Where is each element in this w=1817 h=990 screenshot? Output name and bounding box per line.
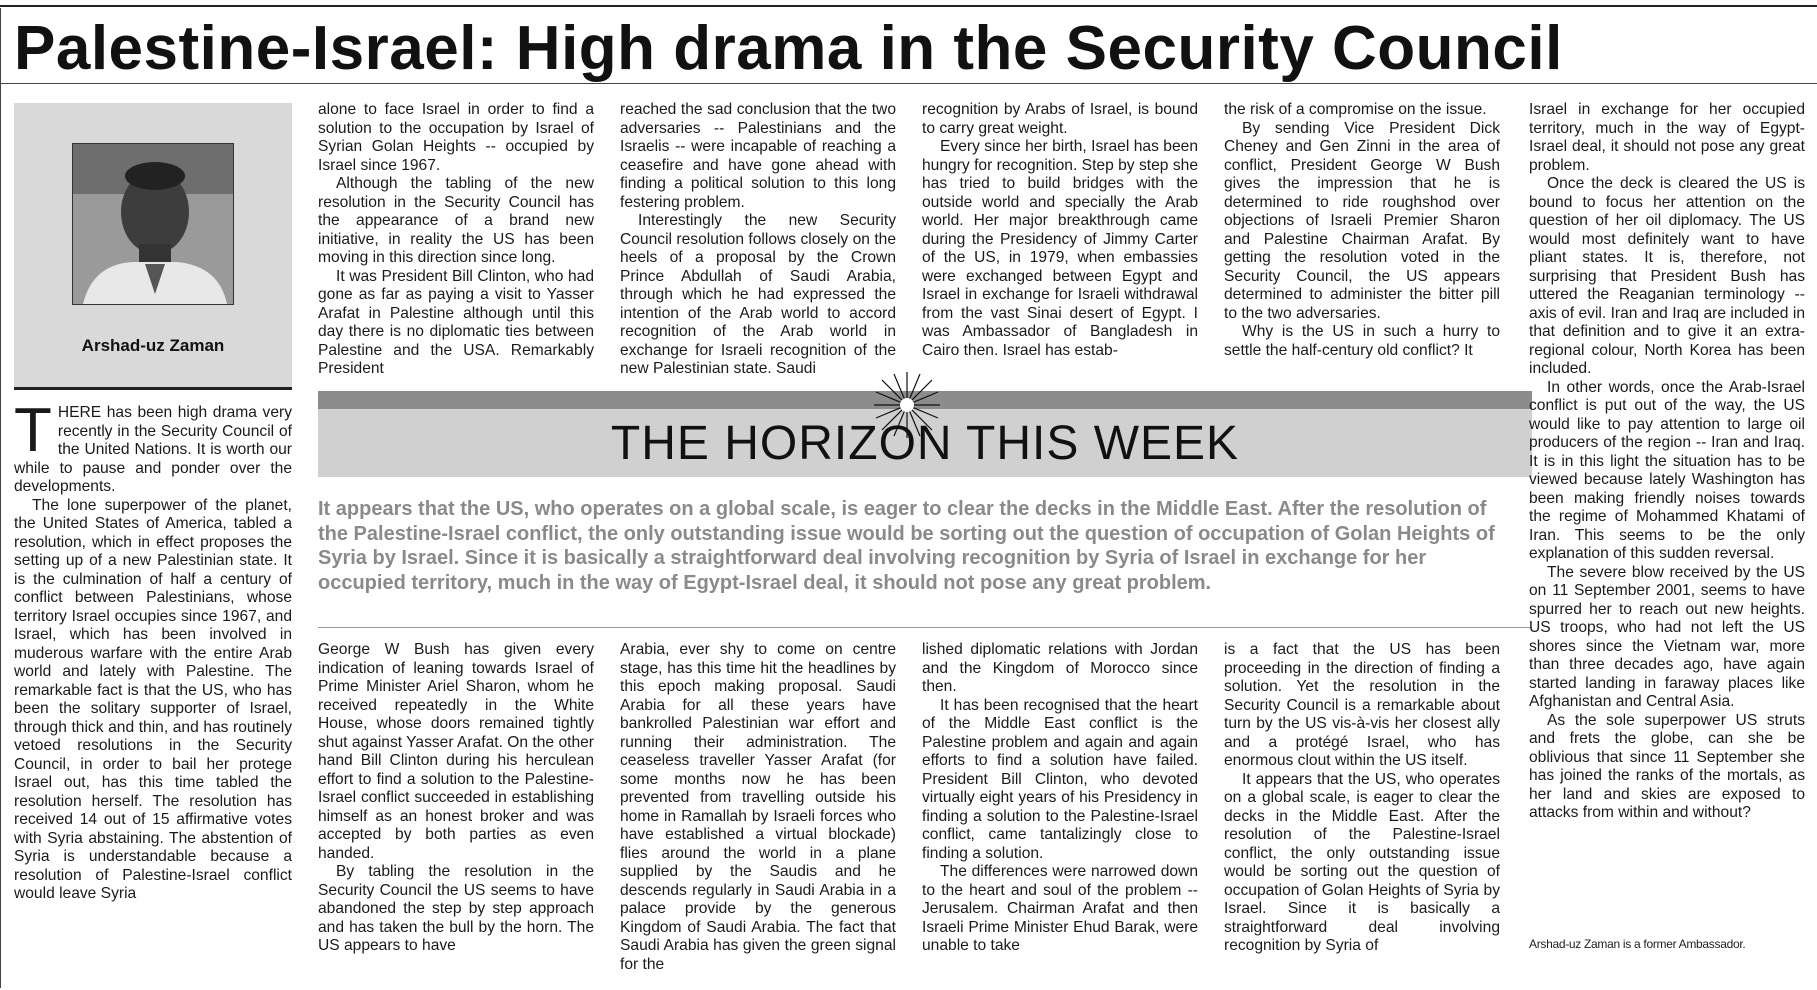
- paragraph: It has been recognised that the heart of the Middle East conflict is the Palestine problem and again and again efforts to find a solution have failed. President Bill Clinton, who devoted virtually eight years of his Presidency in finding a solution to the Palestine-Israel conflict, came tantalizingly close to finding a solution.: [922, 696, 1198, 862]
- column-banner-title: THE HORIZON THIS WEEK: [610, 417, 1240, 470]
- column-4-top: [922, 101, 1198, 383]
- paragraph: Interestingly the new Security Council resolution follows closely on the heels of a proposal by the Crown Prince Abdullah of Saudi Arabia, through which he had expressed the intention of the Arab world to accord recognition of the Arab world in exchange for Israeli recognition of the new Palestinian state. Saudi: [620, 212, 896, 377]
- paragraph: the risk of a compromise on the issue.: [1224, 101, 1487, 118]
- author-name: Arshad-uz Zaman: [81, 336, 225, 355]
- paragraph: It appears that the US, who operates on a global scale, is eager to clear the decks in the Middle East. After the resolution of the Palestine-Israel conflict, the only outstanding issue would be sorting out the question of occupation of Golan Heights of Syria by Israel. Since it is basically a straightforward deal involving recognition by Syria of: [1224, 770, 1500, 954]
- column-6: [1529, 101, 1805, 923]
- paragraph: By sending Vice President Dick Cheney and Gen Zinni in the area of conflict, President George W Bush gives the impression that he is determined to ride roughshod over objections of Israeli Premier Sharon and Palestine Chairman Arafat. By getting the resolution voted in the Security Council, the US appears determined to administer the bitter pill to the two adversaries.: [1224, 119, 1500, 322]
- paragraph: Arabia, ever shy to come on centre stage, has this time hit the headlines by this epoch making proposal. Saudi Arabia for all these years have bankrolled Palestinian war effort and running their administration. The ceaseless traveller Yasser Arafat (for some months now he has been prevented from travelling outside his home in Ramallah by Israeli forces who have established a virtual blockade) flies around the world in a plane supplied by the Saudis and he descends regularly in Saudi Arabia in a palace provide by the generous Kingdom of Saudi Arabia. The fact that Saudi Arabia has given the green signal for the: [620, 641, 896, 973]
- pull-quote: It appears that the US, who operates on a global scale, is eager to clear the decks in the Middle East. After the resolution of the Palestine-Israel conflict, the only outstanding issue would be sorting out the question of occupation of Golan Heights of Syria by Israel. Since it is basically a straightforward deal involving recognition by Syria of Israel in exchange for her occupied territory, much in the way of Egypt-Israel deal, it should not pose any great problem.: [318, 498, 1495, 594]
- pull-quote-rule: [318, 627, 1532, 628]
- author-credit: Arshad-uz Zaman is a former Ambassador.: [1529, 937, 1746, 951]
- column-5-bottom: [1224, 641, 1500, 987]
- paragraph: recognition by Arabs of Israel, is bound to carry great weight.: [922, 101, 1198, 137]
- paragraph: Israel in exchange for her occupied territory, much in the way of Egypt-Israel deal, it should not pose any great problem.: [1529, 101, 1805, 174]
- paragraph: In other words, once the Arab-Israel conflict is put out of the way, the US would like to pay attention to large oil producers of the region -- Iran and Iraq. It is in this light the situation has to be viewed because lately Washington has been making friendly noises towards the regime of Mohammed Khatami of Iran. This seems to be the only explanation of this sudden reversal.: [1529, 378, 1805, 562]
- headline-rule: [0, 83, 1817, 84]
- column-1: [14, 404, 292, 988]
- paragraph: Once the deck is cleared the US is bound to focus her attention on the question of her oil diplomacy. The US would most definitely want to have pliant states. It is, therefore, not surprising that President Bush has uttered the Reaganian terminology -- axis of evil. Iran and Iraq are included in that definition and to give it an extra-regional colour, North Korea has been included.: [1529, 175, 1805, 377]
- paragraph: Every since her birth, Israel has been hungry for recognition. Step by step she has tried to build bridges with the outside world and specially the Arab world. Her major breakthrough came during the Presidency of Jimmy Carter of the US, in 1979, when embassies were exchanged between Egypt and Israel in exchange for Israeli withdrawal from the vast Sinai desert of Egypt. I was Ambassador of Bangladesh in Cairo then. Israel has estab-: [922, 138, 1198, 359]
- paragraph: alone to face Israel in order to find a solution to the occupation by Israel of Syrian Golan Heights -- occupied by Israel since 1967.: [318, 101, 594, 174]
- left-border-rule: [0, 8, 1, 988]
- paragraph: As the sole superpower US struts and frets the globe, can she be oblivious that since 11 September she has joined the ranks of the mortals, as her land and skies are exposed to attacks from within and without?: [1529, 711, 1805, 821]
- column-2-top: [318, 101, 594, 383]
- column-4-bottom: [922, 641, 1198, 987]
- paragraph: George W Bush has given every indication of leaning towards Israel of Prime Minister Ariel Sharon, whom he received repeatedly in the White House, whose doors remained tightly shut against Yasser Arafat. On the other hand Bill Clinton during his herculean effort to find a solution to the Palestine-Israel conflict succeeded in establishing himself as an honest broker and was accepted by both parties as even handed.: [318, 641, 594, 862]
- paragraph: The severe blow received by the US on 11 September 2001, seems to have spurred her to reach out new heights. US troops, who had not left the US shores since the Vietnam war, more than three decades ago, have again started landing in faraway places like Afghanistan and Central Asia.: [1529, 563, 1805, 710]
- paragraph: It was President Bill Clinton, who had gone as far as paying a visit to Yasser Arafat in Palestine although until this day there is no diplomatic ties between Palestine and the USA. Remarkably President: [318, 267, 594, 377]
- author-box: [14, 103, 292, 390]
- column-3-bottom: [620, 641, 896, 987]
- top-rule: [0, 5, 1817, 7]
- paragraph: The lone superpower of the planet, the United States of America, tabled a resolution, which in effect proposes the setting up of a new Palestinian state. It is the culmination of half a century of conflict between Palestinians, whose territory Israel occupies since 1967, and Israel, which has been involved in muderous warfare with the entire Arab world and lately with Palestine. The remarkable fact is that the US, who has been the solitary supporter of Israel, through thick and thin, and has routinely vetoed resolutions in the Security Council, in order to bail her protege Israel out, has this time tabled the resolution herself. The resolution has received 14 out of 15 affirmative votes with Syria abstaining. The abstention of Syria is understandable because a resolution of Palestine-Israel conflict would leave Syria: [14, 496, 292, 902]
- paragraph: Why is the US in such a hurry to settle the half-century old conflict? It: [1224, 323, 1500, 359]
- drop-cap: T: [14, 404, 52, 465]
- paragraph: The differences were narrowed down to the heart and soul of the problem -- Jerusalem. Chairman Arafat and then Israeli Prime Minister Ehud Barak, were unable to take: [922, 863, 1198, 954]
- paragraph: lished diplomatic relations with Jordan and the Kingdom of Morocco since then.: [922, 641, 1198, 695]
- column-5-top: [1224, 101, 1500, 383]
- paragraph: is a fact that the US has been proceeding in the direction of finding a solution. Yet the resolution in the Security Council is a remarkable about turn by the US vis-à-vis her closest ally and a protégé Israel, who has enormous clout within the US itself.: [1224, 641, 1500, 769]
- author-photo: [72, 143, 234, 305]
- headline: Palestine-Israel: High drama in the Security Council: [14, 14, 1563, 83]
- column-3-top: [620, 101, 896, 383]
- paragraph: Although the tabling of the new resolution in the Security Council has the appearance of a brand new initiative, in reality the US has been moving in this direction since long.: [318, 175, 594, 266]
- starburst-icon: [872, 370, 942, 440]
- paragraph: HERE has been high drama very recently in the Security Council of the United Nations. It is worth our while to pause and ponder over the developments.: [14, 404, 292, 495]
- paragraph: By tabling the resolution in the Security Council the US seems to have abandoned the step by step approach and has taken the bull by the horn. The US appears to have: [318, 863, 594, 954]
- portrait-image: [73, 144, 233, 304]
- column-2-bottom: [318, 641, 594, 987]
- paragraph: reached the sad conclusion that the two adversaries -- Palestinians and the Israelis -- were incapable of reaching a ceasefire and have gone ahead with finding a political solution to this long festering problem.: [620, 101, 896, 211]
